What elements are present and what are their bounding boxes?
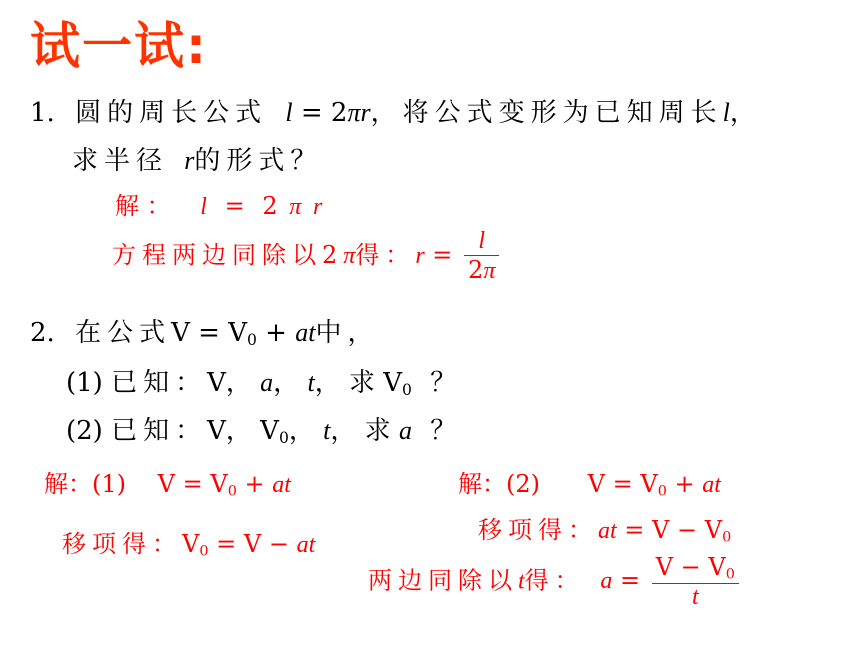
question-text: ， — [729, 98, 756, 128]
fraction-numerator: $V - V_0$ — [655, 553, 735, 583]
formula-var: r — [312, 194, 323, 220]
formula-var: V — [228, 318, 247, 348]
formula-subscript: 0 — [227, 483, 237, 500]
formula-text: = — [612, 566, 648, 595]
fraction-denominator: t — [652, 583, 739, 611]
fraction — [652, 553, 739, 611]
formula-var: V — [383, 368, 403, 398]
solution-label: 解：(2) — [458, 470, 540, 498]
formula-subscript: 0 — [278, 428, 289, 447]
formula-text: = — [189, 318, 229, 348]
question-number: 1. — [30, 98, 55, 128]
question-text: 在公式 — [75, 318, 172, 348]
fraction-denominator: 2π — [464, 255, 499, 285]
formula-subscript: 0 — [722, 529, 732, 546]
question-text: 的形式？ — [194, 146, 323, 176]
formula-var: V， — [207, 416, 252, 446]
formula-text: = — [174, 470, 211, 498]
formula-subscript: 0 — [402, 380, 412, 399]
page-title: 试一试: — [30, 17, 208, 75]
formula-var: at — [295, 318, 316, 347]
formula-var: V， — [207, 368, 252, 398]
solution-label: 解 ： — [115, 192, 171, 220]
formula-var: t — [323, 416, 331, 445]
solution-2-part-1-line-1 — [44, 464, 291, 500]
solution-2-part-2-line-1 — [458, 464, 721, 500]
formula-var: t — [307, 368, 315, 397]
formula-var: r — [415, 243, 425, 269]
formula-var: r — [360, 98, 371, 127]
formula-var: at — [702, 472, 721, 498]
formula-var: V — [260, 416, 279, 446]
formula-var: π — [347, 98, 361, 127]
solution-1-line-2 — [112, 228, 499, 285]
formula-var: at — [296, 532, 316, 558]
question-2-part-1 — [66, 362, 456, 399]
formula-var: V — [587, 470, 605, 498]
question-1-line-2 — [72, 140, 322, 177]
formula-var: V — [171, 318, 190, 348]
solution-text: 方程两边同除以2 — [112, 241, 344, 269]
question-2-line-1 — [30, 312, 379, 349]
formula-text: = — [424, 241, 461, 269]
solution-2-part-1-line-2 — [62, 524, 315, 560]
question-text: ，将公式变形为已知周长 — [370, 98, 723, 128]
part-text: ？ — [430, 368, 457, 398]
question-1-line-1 — [30, 92, 756, 129]
question-number: 2. — [30, 318, 55, 348]
formula-text: = — [604, 470, 641, 498]
formula-text: 2 — [262, 192, 278, 220]
formula-text: = V − V — [616, 516, 723, 544]
question-text: 中， — [315, 318, 380, 348]
formula-text: ， — [330, 416, 357, 446]
formula-text: ， — [288, 416, 315, 446]
formula-var: V — [157, 470, 175, 498]
formula-var: π — [289, 194, 302, 220]
question-text: 圆的周长公式 — [75, 98, 268, 128]
question-text: 求半径 — [72, 146, 169, 176]
formula-var: l — [285, 98, 293, 127]
fraction-numerator: l — [478, 228, 486, 254]
part-label: (1) — [66, 368, 103, 398]
part-text: 求 — [364, 416, 391, 446]
solution-text: 得： — [524, 566, 585, 595]
question-2-part-2 — [66, 410, 456, 447]
solution-text: 得： — [355, 241, 416, 269]
formula-subscript: 0 — [657, 483, 667, 500]
formula-subscript: 0 — [246, 330, 257, 349]
formula-text: = V − — [208, 530, 297, 558]
formula-var: r — [184, 146, 195, 175]
formula-var: V — [210, 470, 228, 498]
formula-subscript: 0 — [199, 543, 209, 560]
part-text: 已知： — [111, 416, 208, 446]
formula-var: at — [598, 518, 617, 544]
solution-text: 两边同除以 — [368, 566, 518, 595]
part-text: 已知： — [111, 368, 208, 398]
part-label: (2) — [66, 416, 103, 446]
formula-text: + — [256, 318, 296, 348]
formula-text: = 2 — [292, 98, 348, 128]
formula-var: V — [182, 530, 200, 558]
solution-2-part-2-line-3 — [368, 553, 739, 611]
part-text: ？ — [430, 416, 457, 446]
formula-var: l — [722, 98, 730, 127]
formula-text: ， — [314, 368, 341, 398]
formula-var: l — [200, 194, 207, 220]
part-text: 求 — [348, 368, 375, 398]
solution-label: 解：(1) — [44, 470, 126, 498]
fraction — [464, 228, 499, 285]
formula-text: = — [224, 192, 245, 220]
formula-var: a — [398, 416, 412, 445]
solution-text: 移项得： — [62, 530, 182, 558]
formula-text: + — [236, 470, 273, 498]
solution-2-part-2-line-2 — [478, 510, 731, 546]
formula-var: V — [640, 470, 658, 498]
solution-1-line-1 — [115, 186, 322, 221]
formula-text: + — [666, 470, 703, 498]
solution-text: 移项得： — [478, 516, 598, 544]
formula-text: ， — [273, 368, 300, 398]
formula-var: t — [518, 568, 525, 595]
formula-var: a — [600, 568, 613, 595]
formula-var: a — [260, 368, 274, 397]
formula-var: π — [343, 243, 356, 269]
formula-var: at — [272, 472, 291, 498]
